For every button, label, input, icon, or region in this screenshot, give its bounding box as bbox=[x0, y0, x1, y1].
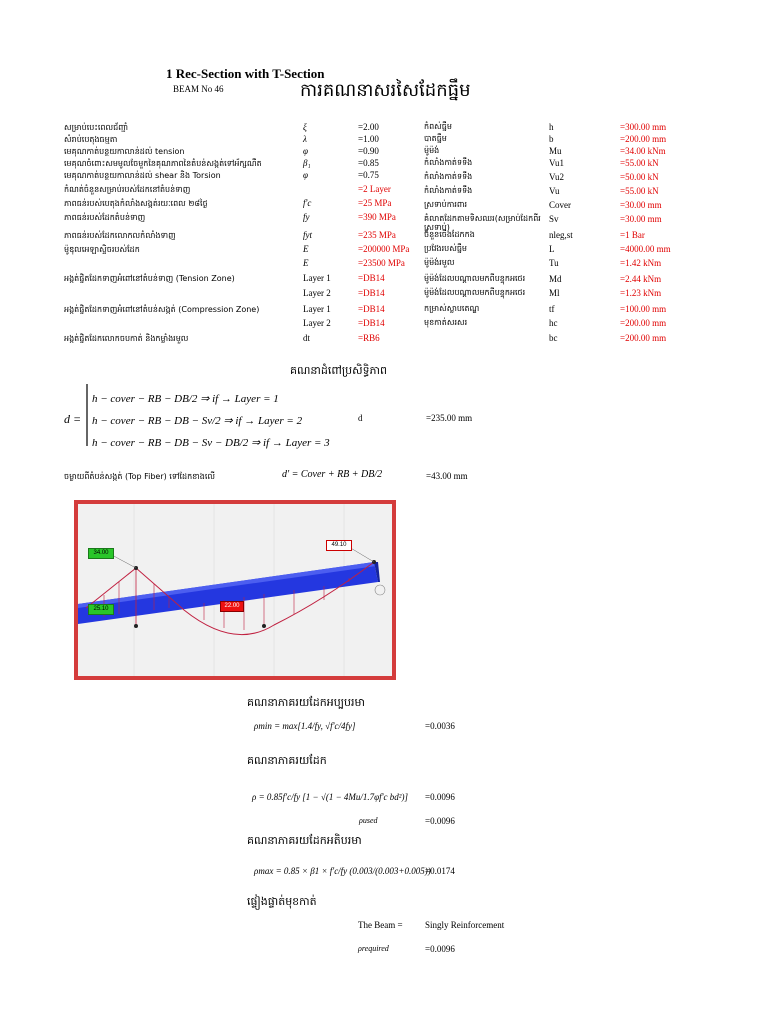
left-param-label: សម្រាប់បេះពេលជ័ញ្ជាំ bbox=[64, 123, 129, 132]
rho-heading: គណនាភាគរយដែក bbox=[247, 754, 327, 767]
right-param-symbol: Sv bbox=[549, 214, 559, 224]
beam-type-label: The Beam = bbox=[358, 920, 403, 930]
right-param-value: =300.00 mm bbox=[620, 122, 667, 132]
right-param-symbol: Vu2 bbox=[549, 172, 564, 182]
right-param-symbol: Vu1 bbox=[549, 158, 564, 168]
rho-max-heading: គណនាភាគរយដែកអតិបរមា bbox=[247, 834, 362, 847]
right-param-value: =30.00 mm bbox=[620, 200, 662, 210]
top-fiber-label: ចម្ងាយពីតំបន់សង្កត់ (Top Fiber) ទៅដែកខាងលើ bbox=[64, 472, 216, 481]
right-param-symbol: bc bbox=[549, 333, 558, 343]
depth-case-1: h − cover − RB − DB/2 ⇒ if → Layer = 1 bbox=[92, 393, 279, 405]
right-param-value: =55.00 kN bbox=[620, 158, 659, 168]
moment-label-left-bottom: 25.10 bbox=[88, 604, 114, 615]
rho-max-value: =0.0174 bbox=[425, 866, 455, 876]
left-param-symbol: φ bbox=[303, 170, 308, 180]
compression-layer2-label: Layer 2 bbox=[303, 318, 331, 328]
right-param-label: កំលាំងកាត់ទទឹង bbox=[424, 172, 473, 181]
left-param-symbol: λ bbox=[303, 134, 307, 144]
depth-case-2: h − cover − RB − DB − Sv/2 ⇒ if → Layer = 2 bbox=[92, 415, 303, 427]
left-param-label: មេគុណកាត់បន្ថយកាលាន់ដល់ tension bbox=[64, 147, 185, 156]
right-param-symbol: b bbox=[549, 134, 554, 144]
right-param-value: =2.44 kNm bbox=[620, 274, 662, 284]
rho-formula: ρ = 0.85f'c/fy [1 − √(1 − 4Mu/1.7φf'c bd²)] bbox=[252, 792, 408, 802]
right-param-symbol: Cover bbox=[549, 200, 571, 210]
right-param-value: =1.42 kNm bbox=[620, 258, 662, 268]
moment-diagram bbox=[74, 500, 396, 680]
left-param-value: =200000 MPa bbox=[358, 244, 410, 254]
right-param-symbol: Md bbox=[549, 274, 562, 284]
right-param-label: កំលាំងកាត់ទទឹង bbox=[424, 158, 473, 167]
right-param-value: =30.00 mm bbox=[620, 214, 662, 224]
tension-layer2-value: =DB14 bbox=[358, 288, 385, 298]
top-fiber-formula: d' = Cover + RB + DB/2 bbox=[282, 469, 383, 480]
right-param-label: មុខកាត់សរសរ bbox=[424, 318, 468, 327]
left-param-label: កំណត់ចំនួនសម្រាប់របស់ដែកនៅតំបន់ទាញ bbox=[64, 185, 191, 194]
right-param-label: កំលាំងកាត់ទទឹង bbox=[424, 186, 473, 195]
check-heading: ផ្ទៀងផ្ទាត់មុខកាត់ bbox=[247, 895, 317, 908]
right-param-value: =55.00 kN bbox=[620, 186, 659, 196]
left-param-label: មេគុណកាត់បន្ថយកាលាន់ដល់ shear និង Torsion bbox=[64, 171, 221, 180]
rho-min-value: =0.0036 bbox=[425, 721, 455, 731]
d-equals: d = bbox=[64, 412, 82, 426]
tension-layer2-label: Layer 2 bbox=[303, 288, 331, 298]
right-param-value: =200.00 mm bbox=[620, 134, 667, 144]
right-param-symbol: Tu bbox=[549, 258, 559, 268]
tension-layer1-label: Layer 1 bbox=[303, 273, 331, 283]
page-title: 1 Rec-Section with T-Section bbox=[166, 66, 325, 81]
rho-required-symbol: ρrequired bbox=[358, 944, 389, 953]
rho-min-formula: ρmin = max[1.4/fy, √f'c/4fy] bbox=[254, 721, 356, 731]
left-param-label: សំរាប់បេតុងធម្មតា bbox=[64, 135, 118, 144]
left-param-symbol: f'c bbox=[303, 198, 312, 208]
right-param-label: ម៉ូម៉ង់ដែលបណ្តាលមកពីបន្ទុកអថេរ bbox=[424, 274, 526, 283]
moment-diagram-frame bbox=[74, 500, 396, 680]
left-param-label: មេគុណចំពោះសមមូលចែមួកនៃគុណភាពនៃតំបន់សង្កត់ទៅអ័ក្សណឺត bbox=[64, 159, 262, 168]
stirrup-value: =RB6 bbox=[358, 333, 380, 343]
right-param-symbol: Mu bbox=[549, 146, 562, 156]
beam-type-value: Singly Reinforcement bbox=[425, 920, 505, 930]
left-param-value: =0.90 bbox=[358, 146, 379, 156]
right-param-label: កម្រាស់ស្លាបតេណ្ឌ bbox=[424, 304, 480, 313]
left-param-symbol: φ bbox=[303, 146, 308, 156]
rho-required-value: =0.0096 bbox=[425, 944, 455, 954]
left-param-value: =23500 MPa bbox=[358, 258, 405, 268]
left-param-value: =0.85 bbox=[358, 158, 379, 168]
khmer-title: ការគណនាសរសៃដែកធ្នឹម bbox=[300, 80, 471, 101]
right-param-value: =1.23 kNm bbox=[620, 288, 662, 298]
stirrup-symbol: dt bbox=[303, 333, 311, 343]
left-param-symbol: fy bbox=[303, 212, 310, 222]
left-param-symbol: fyt bbox=[303, 230, 312, 240]
moment-label-mid: 22.00 bbox=[220, 601, 244, 612]
compression-layer1-label: Layer 1 bbox=[303, 304, 331, 314]
right-param-label: ចំនួនចើងដែកកង bbox=[424, 230, 475, 239]
rho-value: =0.0096 bbox=[425, 792, 455, 802]
beam-number: BEAM No 46 bbox=[173, 84, 224, 94]
right-param-value: =34.00 kNm bbox=[620, 146, 666, 156]
right-param-symbol: hc bbox=[549, 318, 558, 328]
depth-case-3: h − cover − RB − DB − Sv − DB/2 ⇒ if → Layer = 3 bbox=[92, 437, 330, 449]
right-param-label: ម៉ូម៉ង់ដែលបណ្តាលមកពីបន្ទុកអថេរ bbox=[424, 288, 526, 297]
right-param-label: ម៉ូម៉ង់រមួល bbox=[424, 258, 455, 267]
right-param-symbol: L bbox=[549, 244, 555, 254]
right-param-label: ប្រវែងរបស់ធ្នឹម bbox=[424, 244, 468, 253]
left-param-value: =0.75 bbox=[358, 170, 379, 180]
left-param-symbol: E bbox=[303, 244, 309, 254]
right-param-value: =50.00 kN bbox=[620, 172, 659, 182]
right-param-symbol: Ml bbox=[549, 288, 560, 298]
right-param-label: ម៉ូម៉ង់ bbox=[424, 146, 440, 155]
right-param-label: គំលាតដែកតាមទិសឈរ(សម្រាប់ដែកពីរស្រទាប់) bbox=[424, 214, 541, 232]
left-param-symbol: ξ bbox=[303, 122, 307, 132]
compression-zone-label: អង្កត់ផ្ចិតដែកទាញអំពៅនៅតំបន់សង្កត់ (Compression Zone) bbox=[64, 305, 260, 314]
right-param-label: ស្រទាប់ការពារ bbox=[424, 200, 468, 209]
d-symbol: d bbox=[358, 413, 363, 423]
effective-depth-heading: គណនាដំពៅប្រសិទ្ធិភាព bbox=[290, 364, 388, 377]
left-param-value: =2.00 bbox=[358, 122, 379, 132]
right-param-symbol: tf bbox=[549, 304, 555, 314]
stirrup-label: អង្កត់ផ្ចិតដែកលោកចបកាត់ និងកម្លាំងរមួល bbox=[64, 334, 189, 343]
moment-label-right-top: 49.10 bbox=[326, 540, 352, 551]
right-param-label: បាតធ្នឹម bbox=[424, 134, 447, 143]
left-param-label: ម៉ូឌុលអេឡាស្ទិចរបស់ដែក bbox=[64, 245, 140, 254]
right-param-value: =1 Bar bbox=[620, 230, 645, 240]
right-param-label: កំពស់ធ្នឹម bbox=[424, 122, 452, 131]
moment-label-left-top: 34.00 bbox=[88, 548, 114, 559]
rho-min-heading: គណនាភាគរយដែកអប្បបរមា bbox=[247, 696, 365, 709]
right-param-symbol: nleg,st bbox=[549, 230, 573, 240]
right-param-value: =200.00 mm bbox=[620, 318, 667, 328]
left-param-label: ភាពធន់របស់បេតុងកំលាំងសង្កត់រយៈពេល ២៨ថ្ងៃ bbox=[64, 199, 208, 208]
compression-layer1-value: =DB14 bbox=[358, 304, 385, 314]
left-param-value: =390 MPa bbox=[358, 212, 396, 222]
right-param-symbol: Vu bbox=[549, 186, 560, 196]
tension-layer1-value: =DB14 bbox=[358, 273, 385, 283]
rho-used-value: =0.0096 bbox=[425, 816, 455, 826]
rho-max-formula: ρmax = 0.85 × β1 × f'c/fy (0.003/(0.003+0.005)) bbox=[254, 866, 431, 876]
left-param-value: =1.00 bbox=[358, 134, 379, 144]
left-param-value: =235 MPa bbox=[358, 230, 396, 240]
left-param-value: =25 MPa bbox=[358, 198, 392, 208]
left-param-label: ភាពធន់របស់ដែកលោកលកំលាំងទាញ bbox=[64, 231, 176, 240]
right-param-value: =100.00 mm bbox=[620, 304, 667, 314]
top-fiber-value: =43.00 mm bbox=[426, 471, 468, 481]
left-param-symbol: E bbox=[303, 258, 309, 268]
rho-used-symbol: ρused bbox=[359, 816, 378, 825]
right-param-value: =200.00 mm bbox=[620, 333, 667, 343]
d-value: =235.00 mm bbox=[426, 413, 473, 423]
right-param-value: =4000.00 mm bbox=[620, 244, 671, 254]
left-param-value: =2 Layer bbox=[358, 184, 391, 194]
right-param-symbol: h bbox=[549, 122, 554, 132]
left-param-symbol: β₁ bbox=[303, 158, 311, 168]
tension-zone-label: អង្កត់ផ្ចិតដែកទាញអំពៅនៅតំបន់ទាញ (Tension Zone) bbox=[64, 274, 235, 283]
left-param-label: ភាពធន់របស់ដែកតំបន់ទាញ bbox=[64, 213, 146, 222]
compression-layer2-value: =DB14 bbox=[358, 318, 385, 328]
